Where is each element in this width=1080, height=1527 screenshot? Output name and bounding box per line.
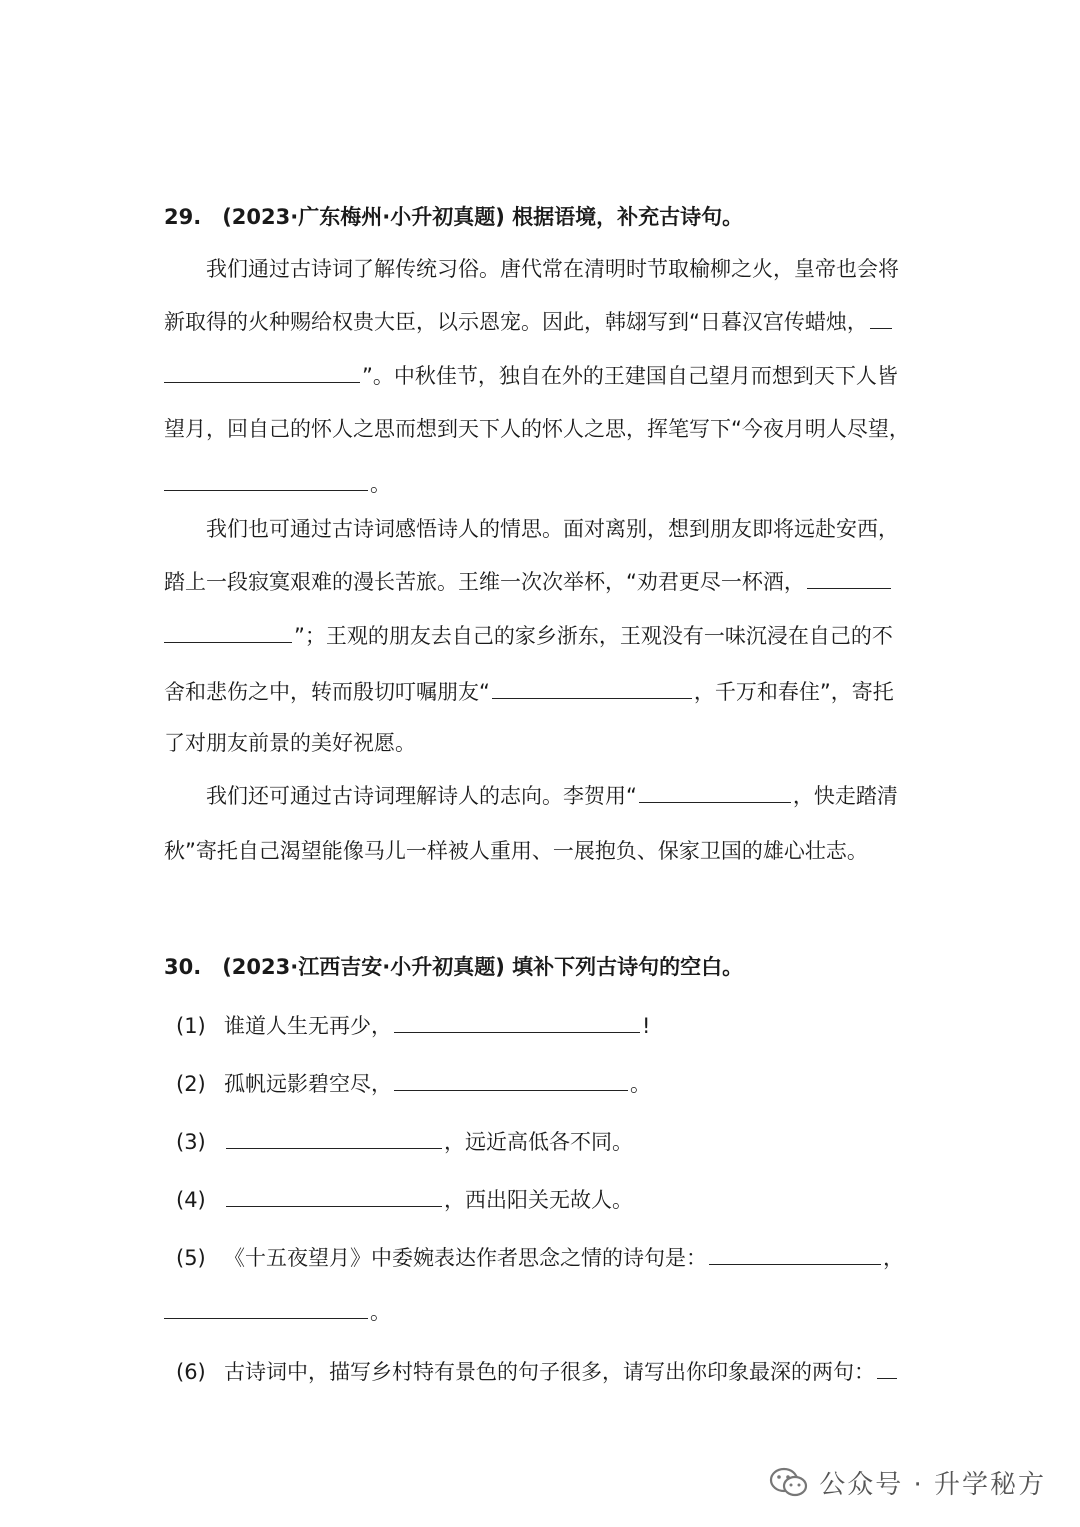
q29-text-line [164, 620, 920, 651]
answer-blank[interactable] [394, 1068, 628, 1091]
q29-text-line [164, 360, 920, 391]
q30-item-5 [176, 1242, 920, 1273]
q29-text: ，千万和春住”，寄托 [693, 680, 894, 704]
item-text: ，远近高低各不同。 [444, 1130, 633, 1154]
q29-text-line [164, 306, 920, 337]
q30-item-5-continued [164, 1296, 920, 1327]
q29-text: ”；王观的朋友去自己的家乡浙东，王观没有一味沉浸在自己的不 [294, 624, 893, 648]
q29-text: 新取得的火种赐给权贵大臣，以示恩宠。因此，韩翃写到“日暮汉宫传蜡烛， [164, 310, 868, 334]
q29-text-line [164, 566, 920, 597]
q29-text-line: 了对朋友前景的美好祝愿。 [164, 731, 416, 755]
item-text: 。 [370, 1300, 391, 1324]
item-text: ， [883, 1246, 904, 1270]
question-30-heading: 30. (2023·江西吉安·小升初真题) 填补下列古诗句的空白。 [164, 955, 744, 979]
q30-item-6 [176, 1356, 920, 1387]
item-number: (5) [176, 1246, 206, 1270]
answer-blank[interactable] [492, 676, 692, 699]
item-text: 古诗词中，描写乡村特有景色的句子很多，请写出你印象最深的两句： [224, 1360, 875, 1384]
q30-item-1 [176, 1010, 920, 1041]
answer-blank[interactable] [394, 1010, 640, 1033]
watermark-footer [769, 1464, 1046, 1501]
answer-blank[interactable] [877, 1356, 897, 1379]
answer-blank[interactable] [807, 566, 891, 589]
q29-text: 我们还可通过古诗词理解诗人的志向。李贺用“ [206, 784, 637, 808]
watermark-text: 公众号 · 升学秘方 [819, 1470, 1046, 1500]
answer-blank[interactable] [226, 1126, 442, 1149]
item-number: (1) [176, 1014, 206, 1038]
item-number: (3) [176, 1130, 206, 1154]
answer-blank[interactable] [164, 360, 360, 383]
q29-text-line: 我们也可通过古诗词感悟诗人的情思。面对离别，想到朋友即将远赴安西， [206, 517, 899, 541]
item-number: (4) [176, 1188, 206, 1212]
item-number: (6) [176, 1360, 206, 1384]
answer-blank[interactable] [164, 1296, 368, 1319]
item-text: 孤帆远影碧空尽， [224, 1072, 392, 1096]
item-number: (2) [176, 1072, 206, 1096]
answer-blank[interactable] [639, 780, 791, 803]
q30-item-3 [176, 1126, 920, 1157]
item-text: 《十五夜望月》中委婉表达作者思念之情的诗句是： [224, 1246, 707, 1270]
item-text: ，西出阳关无故人。 [444, 1188, 633, 1212]
item-text: 谁道人生无再少， [224, 1014, 392, 1038]
answer-blank[interactable] [709, 1242, 881, 1265]
q30-item-4 [176, 1184, 920, 1215]
item-text: ! [642, 1014, 651, 1038]
question-29-heading: 29. (2023·广东梅州·小升初真题) 根据语境，补充古诗句。 [164, 205, 744, 229]
q29-text-line: 秋”寄托自己渴望能像马儿一样被人重用、一展抱负、保家卫国的雄心壮志。 [164, 839, 868, 863]
q29-text-line [164, 468, 920, 499]
answer-blank[interactable] [164, 468, 368, 491]
item-text: 。 [630, 1072, 651, 1096]
q29-text-line [164, 676, 920, 707]
wechat-icon [769, 1466, 809, 1500]
q29-text: ，快走踏清 [792, 784, 898, 808]
answer-blank[interactable] [164, 620, 292, 643]
q29-text-line: 望月，回自己的怀人之思而想到天下人的怀人之思，挥笔写下“今夜月明人尽望， [164, 417, 910, 441]
q29-text-line: 我们通过古诗词了解传统习俗。唐代常在清明时节取榆柳之火，皇帝也会将 [206, 257, 899, 281]
q29-text: 。 [370, 472, 391, 496]
q29-text: 舍和悲伤之中，转而殷切叮嘱朋友“ [164, 680, 490, 704]
answer-blank[interactable] [870, 306, 892, 329]
answer-blank[interactable] [226, 1184, 442, 1207]
q29-text-line [206, 780, 920, 811]
q29-text: ”。中秋佳节，独自在外的王建国自己望月而想到天下人皆 [362, 364, 898, 388]
q29-text: 踏上一段寂寞艰难的漫长苦旅。王维一次次举杯，“劝君更尽一杯酒， [164, 570, 805, 594]
q30-item-2 [176, 1068, 920, 1099]
